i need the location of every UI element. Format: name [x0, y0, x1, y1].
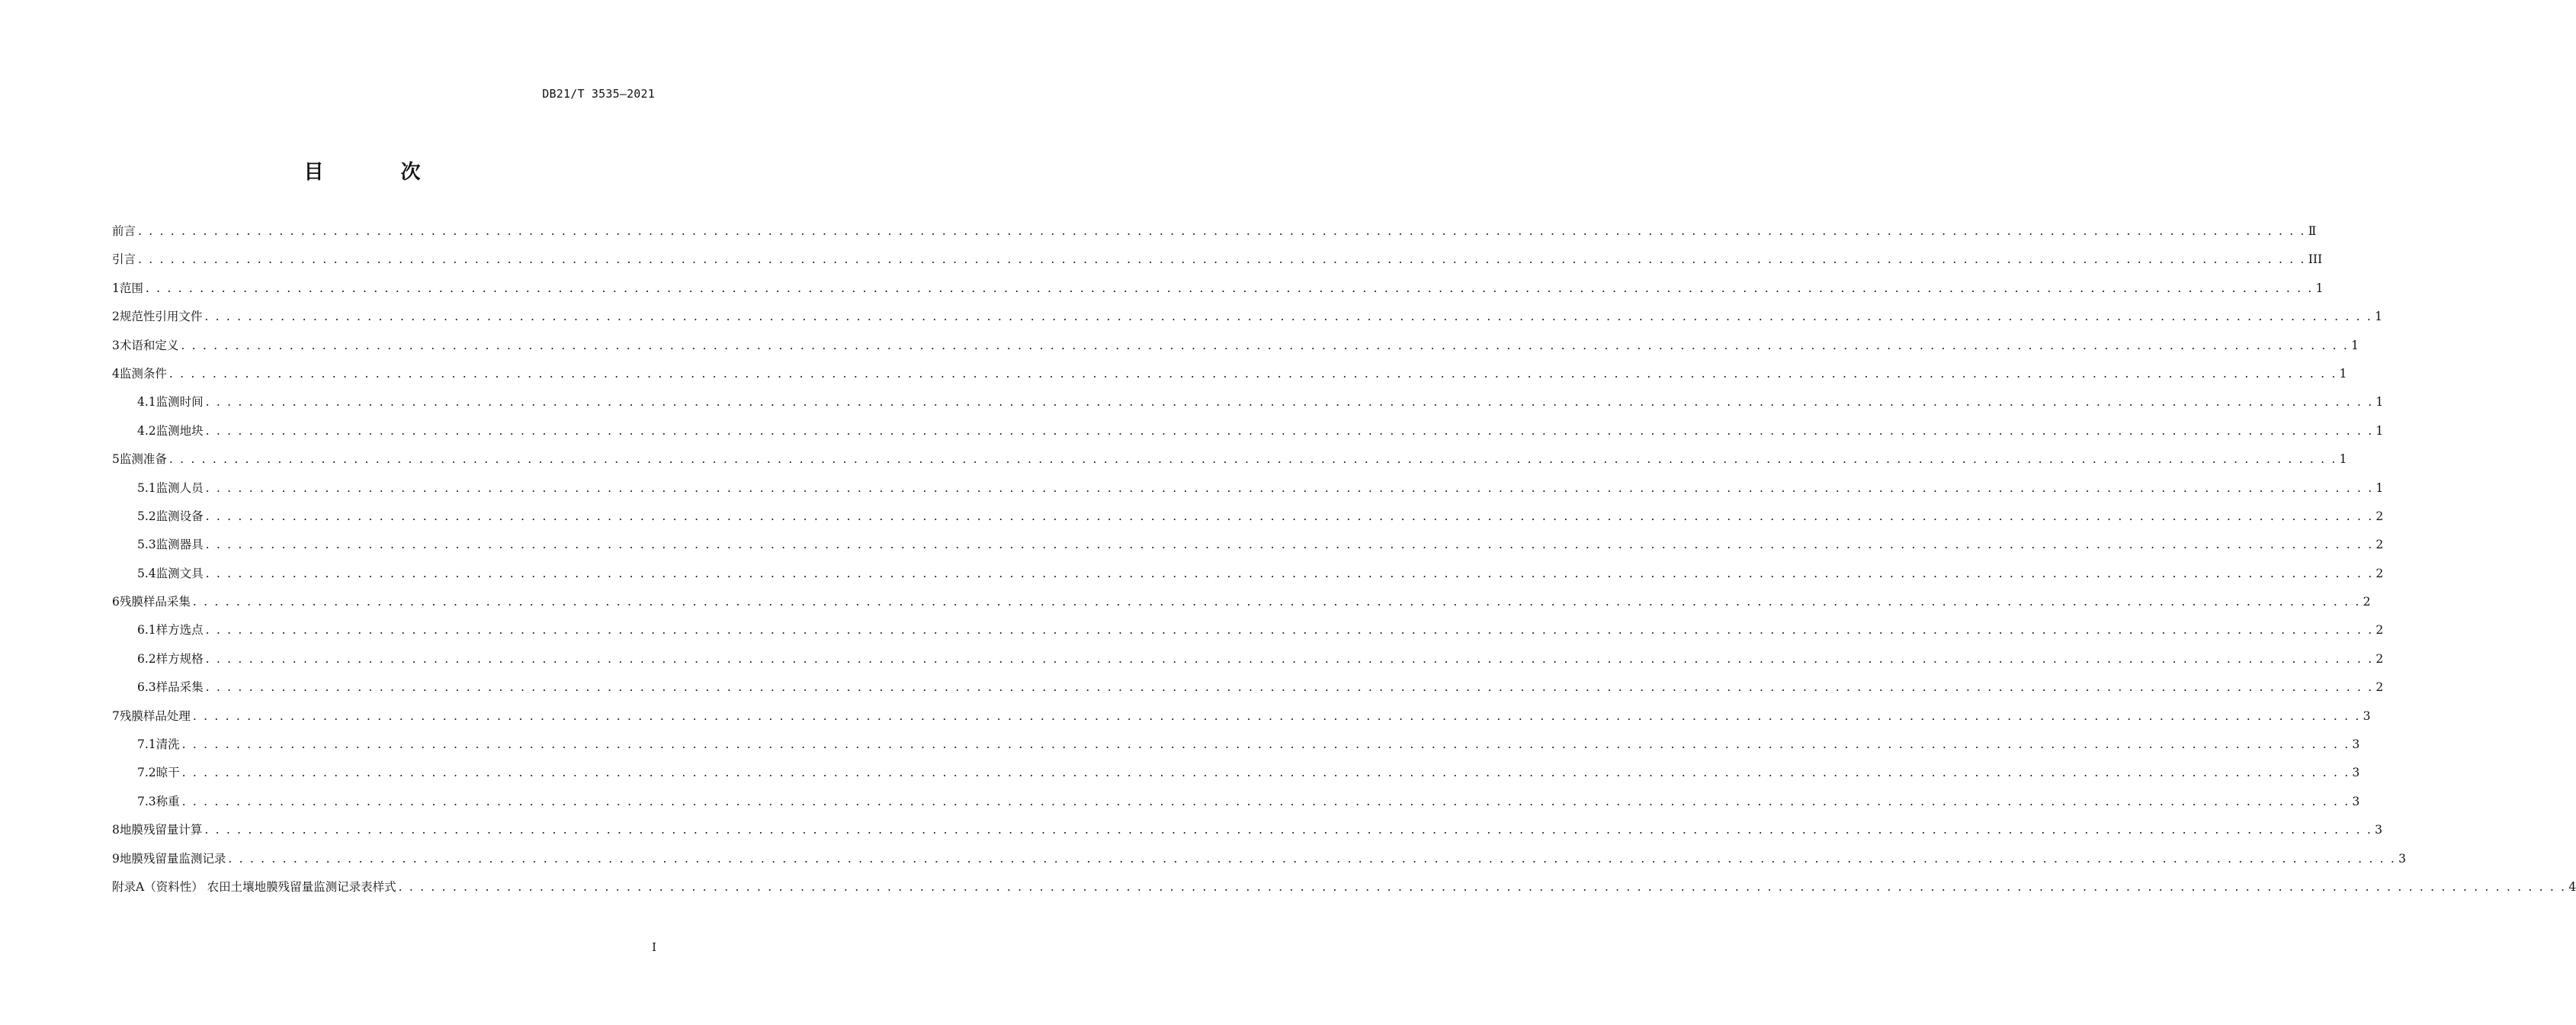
toc-entry-number: 7.1 [137, 737, 156, 752]
toc-entry-page: 2 [2376, 680, 2384, 695]
toc-entry-number: 4 [112, 366, 120, 381]
toc-entry-page: 2 [2376, 651, 2384, 666]
toc-dot-leader: . . . . . . . . . . . . . . . . . . . . . . . . . . . . . . . . . . . . . . . . . . . . . . . . . . . . . . . . . . . . . . . . . . . . . . . . . . . . . . . . . . . . . . . . . . . . . . . . . . . . . . . . . . . . . . . . . . . . . . . . . . . . . . . . . . . . . . . . . . . . . . . . . . . . . . . . . . . . . . . . . . . . . . . . . . . . . . . . . . . . . . . . . . . . . . . . . . . . . . . . [181, 794, 2350, 808]
toc-entry-page: 3 [2352, 794, 2360, 808]
toc-entry[interactable] [112, 645, 2384, 673]
toc-entry-number: 4.2 [137, 423, 156, 438]
toc-dot-leader: . . . . . . . . . . . . . . . . . . . . . . . . . . . . . . . . . . . . . . . . . . . . . . . . . . . . . . . . . . . . . . . . . . . . . . . . . . . . . . . . . . . . . . . . . . . . . . . . . . . . . . . . . . . . . . . . . . . . . . . . . . . . . . . . . . . . . . . . . . . . . . . . . . . . . . . . . . . . . . . . . . . . . . . . . . . . . . . . . . . . . . . . . . . . . . . . . . . . . . . . [168, 366, 2337, 381]
toc-dot-leader: . . . . . . . . . . . . . . . . . . . . . . . . . . . . . . . . . . . . . . . . . . . . . . . . . . . . . . . . . . . . . . . . . . . . . . . . . . . . . . . . . . . . . . . . . . . . . . . . . . . . . . . . . . . . . . . . . . . . . . . . . . . . . . . . . . . . . . . . . . . . . . . . . . . . . . . . . . . . . . . . . . . . . . . . . . . . . . . . . . . . . . . . . . . . . . . . . . . . . . . . [205, 395, 2374, 410]
toc-entry-label: 地膜残留量监测记录 [119, 851, 226, 866]
toc-entry-label: 监测条件 [119, 366, 167, 381]
toc-entry-page: 3 [2352, 737, 2360, 752]
toc-dot-leader: . . . . . . . . . . . . . . . . . . . . . . . . . . . . . . . . . . . . . . . . . . . . . . . . . . . . . . . . . . . . . . . . . . . . . . . . . . . . . . . . . . . . . . . . . . . . . . . . . . . . . . . . . . . . . . . . . . . . . . . . . . . . . . . . . . . . . . . . . . . . . . . . . . . . . . . . . . . . . . . . . . . . . . . . . . . . . . . . . . . . . . . . . . . . . . . . . . . . . . . . [192, 709, 2361, 723]
toc-entry[interactable] [112, 560, 2384, 588]
toc-dot-leader: . . . . . . . . . . . . . . . . . . . . . . . . . . . . . . . . . . . . . . . . . . . . . . . . . . . . . . . . . . . . . . . . . . . . . . . . . . . . . . . . . . . . . . . . . . . . . . . . . . . . . . . . . . . . . . . . . . . . . . . . . . . . . . . . . . . . . . . . . . . . . . . . . . . . . . . . . . . . . . . . . . . . . . . . . . . . . . . . . . . . . . . . . . . . . . . . . . . . . . . . [145, 281, 2314, 295]
toc-entry-label: 监测时间 [156, 395, 204, 410]
toc-entry-label: 监测人员 [156, 480, 204, 495]
toc-entry-page: 2 [2376, 623, 2384, 638]
toc-entry-number: 6.2 [137, 651, 156, 666]
toc-entry-label: 范围 [119, 281, 143, 295]
toc-entry-number: 7.2 [137, 766, 156, 780]
toc-dot-leader: . . . . . . . . . . . . . . . . . . . . . . . . . . . . . . . . . . . . . . . . . . . . . . . . . . . . . . . . . . . . . . . . . . . . . . . . . . . . . . . . . . . . . . . . . . . . . . . . . . . . . . . . . . . . . . . . . . . . . . . . . . . . . . . . . . . . . . . . . . . . . . . . . . . . . . . . . . . . . . . . . . . . . . . . . . . . . . . . . . . . . . . . . . . . . . . . . . . . . . . . [205, 480, 2374, 495]
toc-entry-label: 残膜样品处理 [119, 709, 191, 723]
toc-entry[interactable] [112, 702, 2371, 731]
toc-entry-label: 监测设备 [156, 509, 204, 523]
toc-entry[interactable] [112, 388, 2384, 416]
toc-entry-label: 清洗 [156, 737, 180, 752]
page-number: I [652, 940, 656, 954]
toc-entry-number: 6.3 [137, 680, 156, 695]
toc-dot-leader: . . . . . . . . . . . . . . . . . . . . . . . . . . . . . . . . . . . . . . . . . . . . . . . . . . . . . . . . . . . . . . . . . . . . . . . . . . . . . . . . . . . . . . . . . . . . . . . . . . . . . . . . . . . . . . . . . . . . . . . . . . . . . . . . . . . . . . . . . . . . . . . . . . . . . . . . . . . . . . . . . . . . . . . . . . . . . . . . . . . . . . . . . . . . . . . . . . . . . . . . [138, 252, 2306, 267]
toc-entry-page: 1 [2315, 281, 2324, 295]
toc-entry-label: 规范性引用文件 [119, 310, 203, 324]
toc-entry-page: 2 [2363, 595, 2371, 609]
toc-entry-number: 1 [112, 281, 120, 295]
toc-entry-page: 3 [2363, 709, 2371, 723]
toc-entry-page: 2 [2376, 566, 2384, 580]
toc-entry-number: 5.2 [137, 509, 156, 523]
toc-entry[interactable] [112, 332, 2359, 360]
toc-dot-leader: . . . . . . . . . . . . . . . . . . . . . . . . . . . . . . . . . . . . . . . . . . . . . . . . . . . . . . . . . . . . . . . . . . . . . . . . . . . . . . . . . . . . . . . . . . . . . . . . . . . . . . . . . . . . . . . . . . . . . . . . . . . . . . . . . . . . . . . . . . . . . . . . . . . . . . . . . . . . . . . . . . . . . . . . . . . . . . . . . . . . . . . . . . . . . . . . . . . . . . . . [204, 310, 2373, 324]
toc-entry-label: 样方规格 [156, 651, 204, 666]
toc-entry-number: 6.1 [137, 623, 156, 638]
toc-dot-leader: . . . . . . . . . . . . . . . . . . . . . . . . . . . . . . . . . . . . . . . . . . . . . . . . . . . . . . . . . . . . . . . . . . . . . . . . . . . . . . . . . . . . . . . . . . . . . . . . . . . . . . . . . . . . . . . . . . . . . . . . . . . . . . . . . . . . . . . . . . . . . . . . . . . . . . . . . . . . . . . . . . . . . . . . . . . . . . . . . . . . . . . . . . . . . . . . . . . . . . . . [181, 766, 2350, 780]
toc-entry-page: 2 [2376, 509, 2384, 523]
toc-entry-number: 5.3 [137, 538, 156, 552]
toc-dot-leader: . . . . . . . . . . . . . . . . . . . . . . . . . . . . . . . . . . . . . . . . . . . . . . . . . . . . . . . . . . . . . . . . . . . . . . . . . . . . . . . . . . . . . . . . . . . . . . . . . . . . . . . . . . . . . . . . . . . . . . . . . . . . . . . . . . . . . . . . . . . . . . . . . . . . . . . . . . . . . . . . . . . . . . . . . . . . . . . . . . . . . . . . . . . . . . . . . . . . . . . . [205, 651, 2374, 666]
toc-entry[interactable] [112, 360, 2347, 388]
toc-entry[interactable] [112, 673, 2384, 702]
toc-entry-page: 3 [2398, 851, 2406, 866]
toc-dot-leader: . . . . . . . . . . . . . . . . . . . . . . . . . . . . . . . . . . . . . . . . . . . . . . . . . . . . . . . . . . . . . . . . . . . . . . . . . . . . . . . . . . . . . . . . . . . . . . . . . . . . . . . . . . . . . . . . . . . . . . . . . . . . . . . . . . . . . . . . . . . . . . . . . . . . . . . . . . . . . . . . . . . . . . . . . . . . . . . . . . . . . . . . . . . . . . . . . . . . . . . . [181, 338, 2350, 352]
toc-entry-number: 7.3 [137, 794, 156, 808]
toc-entry[interactable] [112, 417, 2384, 445]
toc-dot-leader: . . . . . . . . . . . . . . . . . . . . . . . . . . . . . . . . . . . . . . . . . . . . . . . . . . . . . . . . . . . . . . . . . . . . . . . . . . . . . . . . . . . . . . . . . . . . . . . . . . . . . . . . . . . . . . . . . . . . . . . . . . . . . . . . . . . . . . . . . . . . . . . . . . . . . . . . . . . . . . . . . . . . . . . . . . . . . . . . . . . . . . . . . . . . . . . . . . . . . . . . [205, 538, 2374, 552]
toc-entry-page: 1 [2339, 366, 2347, 381]
toc-dot-leader: . . . . . . . . . . . . . . . . . . . . . . . . . . . . . . . . . . . . . . . . . . . . . . . . . . . . . . . . . . . . . . . . . . . . . . . . . . . . . . . . . . . . . . . . . . . . . . . . . . . . . . . . . . . . . . . . . . . . . . . . . . . . . . . . . . . . . . . . . . . . . . . . . . . . . . . . . . . . . . . . . . . . . . . . . . . . . . . . . . . . . . . . . . . . . . . . . . . . . . . . [205, 423, 2374, 438]
toc-entry[interactable] [112, 303, 2382, 331]
toc-entry-number: 5.1 [137, 480, 156, 495]
toc-entry-label: 样品采集 [156, 680, 204, 695]
toc-entry-page: 1 [2376, 395, 2384, 410]
toc-entry[interactable] [112, 845, 2406, 873]
toc-entry-label: 样方选点 [156, 623, 204, 638]
toc-entry-number: 9 [112, 851, 120, 866]
toc-entry-number: 5.4 [137, 566, 156, 580]
toc-entry-label: 残膜样品采集 [119, 595, 191, 609]
toc-entry-page: Ⅱ [2308, 223, 2317, 238]
toc-entry[interactable] [112, 759, 2360, 787]
toc-dot-leader: . . . . . . . . . . . . . . . . . . . . . . . . . . . . . . . . . . . . . . . . . . . . . . . . . . . . . . . . . . . . . . . . . . . . . . . . . . . . . . . . . . . . . . . . . . . . . . . . . . . . . . . . . . . . . . . . . . . . . . . . . . . . . . . . . . . . . . . . . . . . . . . . . . . . . . . . . . . . . . . . . . . . . . . . . . . . . . . . . . . . . . . . . . . . . . . . . . . . . . . . [138, 223, 2306, 238]
toc-entry-page: 3 [2375, 823, 2382, 837]
toc-entry-label: 附录A（资料性） 农田土壤地膜残留量监测记录表样式 [112, 879, 396, 894]
toc-dot-leader: . . . . . . . . . . . . . . . . . . . . . . . . . . . . . . . . . . . . . . . . . . . . . . . . . . . . . . . . . . . . . . . . . . . . . . . . . . . . . . . . . . . . . . . . . . . . . . . . . . . . . . . . . . . . . . . . . . . . . . . . . . . . . . . . . . . . . . . . . . . . . . . . . . . . . . . . . . . . . . . . . . . . . . . . . . . . . . . . . . . . . . . . . . . . . . . . . . . . . . . . [205, 623, 2374, 638]
toc-entry-label: 地膜残留量计算 [119, 823, 203, 837]
toc-entry-label: 前言 [112, 223, 136, 238]
toc-entry-number: 8 [112, 823, 120, 837]
toc-entry-page: 1 [2376, 480, 2384, 495]
toc-entry-number: 3 [112, 338, 120, 352]
toc-entry-label: 监测地块 [156, 423, 204, 438]
toc-entry-number: 5 [112, 452, 120, 467]
toc-dot-leader: . . . . . . . . . . . . . . . . . . . . . . . . . . . . . . . . . . . . . . . . . . . . . . . . . . . . . . . . . . . . . . . . . . . . . . . . . . . . . . . . . . . . . . . . . . . . . . . . . . . . . . . . . . . . . . . . . . . . . . . . . . . . . . . . . . . . . . . . . . . . . . . . . . . . . . . . . . . . . . . . . . . . . . . . . . . . . . . . . . . . . . . . . . . . . . . . . . . . . . . . [205, 680, 2374, 695]
toc-entry-page: 2 [2376, 538, 2384, 552]
toc-entry[interactable] [112, 474, 2384, 503]
toc-entry[interactable] [112, 531, 2384, 559]
toc-entry[interactable] [112, 616, 2384, 644]
toc-list [112, 217, 2576, 901]
toc-entry-page: III [2308, 252, 2323, 267]
toc-dot-leader: . . . . . . . . . . . . . . . . . . . . . . . . . . . . . . . . . . . . . . . . . . . . . . . . . . . . . . . . . . . . . . . . . . . . . . . . . . . . . . . . . . . . . . . . . . . . . . . . . . . . . . . . . . . . . . . . . . . . . . . . . . . . . . . . . . . . . . . . . . . . . . . . . . . . . . . . . . . . . . . . . . . . . . . . . . . . . . . . . . . . . . . . . . . . . . . . . . . . . . . . [205, 509, 2374, 523]
toc-entry-page: 3 [2352, 766, 2360, 780]
toc-entry-label: 监测器具 [156, 538, 204, 552]
toc-entry-page: 1 [2376, 423, 2384, 438]
toc-entry[interactable] [112, 731, 2360, 759]
toc-dot-leader: . . . . . . . . . . . . . . . . . . . . . . . . . . . . . . . . . . . . . . . . . . . . . . . . . . . . . . . . . . . . . . . . . . . . . . . . . . . . . . . . . . . . . . . . . . . . . . . . . . . . . . . . . . . . . . . . . . . . . . . . . . . . . . . . . . . . . . . . . . . . . . . . . . . . . . . . . . . . . . . . . . . . . . . . . . . . . . . . . . . . . . . . . . . . . . . . . . . . . . . . [192, 595, 2361, 609]
toc-entry[interactable] [112, 503, 2384, 531]
toc-entry-number: 4.1 [137, 395, 156, 410]
toc-entry[interactable] [112, 445, 2347, 474]
toc-entry[interactable] [112, 275, 2324, 303]
toc-dot-leader: . . . . . . . . . . . . . . . . . . . . . . . . . . . . . . . . . . . . . . . . . . . . . . . . . . . . . . . . . . . . . . . . . . . . . . . . . . . . . . . . . . . . . . . . . . . . . . . . . . . . . . . . . . . . . . . . . . . . . . . . . . . . . . . . . . . . . . . . . . . . . . . . . . . . . . . . . . . . . . . . . . . . . . . . . . . . . . . . . . . . . . . . . . . . . . . . . . . . . . . . [204, 823, 2373, 837]
toc-entry-number: 2 [112, 310, 120, 324]
toc-dot-leader: . . . . . . . . . . . . . . . . . . . . . . . . . . . . . . . . . . . . . . . . . . . . . . . . . . . . . . . . . . . . . . . . . . . . . . . . . . . . . . . . . . . . . . . . . . . . . . . . . . . . . . . . . . . . . . . . . . . . . . . . . . . . . . . . . . . . . . . . . . . . . . . . . . . . . . . . . . . . . . . . . . . . . . . . . . . . . . . . . . . . . . . . . . . . . . . . . . . . . . . . [181, 737, 2350, 752]
toc-entry-label: 监测文具 [156, 566, 204, 580]
toc-entry-number: 6 [112, 595, 120, 609]
toc-entry-number: 7 [112, 709, 120, 723]
toc-entry[interactable] [112, 873, 2576, 901]
toc-entry-label: 术语和定义 [119, 338, 179, 352]
toc-dot-leader: . . . . . . . . . . . . . . . . . . . . . . . . . . . . . . . . . . . . . . . . . . . . . . . . . . . . . . . . . . . . . . . . . . . . . . . . . . . . . . . . . . . . . . . . . . . . . . . . . . . . . . . . . . . . . . . . . . . . . . . . . . . . . . . . . . . . . . . . . . . . . . . . . . . . . . . . . . . . . . . . . . . . . . . . . . . . . . . . . . . . . . . . . . . . . . . . . . . . . . . . [168, 452, 2337, 467]
toc-entry[interactable] [112, 246, 2323, 274]
toc-entry-page: 1 [2351, 338, 2359, 352]
toc-entry-label: 称重 [156, 794, 180, 808]
toc-entry-page: 1 [2375, 310, 2382, 324]
toc-entry-label: 监测准备 [119, 452, 167, 467]
doc-code: DB21/T 3535—2021 [542, 87, 655, 101]
toc-entry[interactable] [112, 588, 2371, 616]
toc-title: 目 次 [303, 161, 456, 184]
toc-dot-leader: . . . . . . . . . . . . . . . . . . . . . . . . . . . . . . . . . . . . . . . . . . . . . . . . . . . . . . . . . . . . . . . . . . . . . . . . . . . . . . . . . . . . . . . . . . . . . . . . . . . . . . . . . . . . . . . . . . . . . . . . . . . . . . . . . . . . . . . . . . . . . . . . . . . . . . . . . . . . . . . . . . . . . . . . . . . . . . . . . . . . . . . . . . . . . . . . . . . . . . . . [205, 566, 2374, 580]
toc-entry-label: 引言 [112, 252, 136, 267]
toc-entry-page: 1 [2339, 452, 2347, 467]
toc-dot-leader: . . . . . . . . . . . . . . . . . . . . . . . . . . . . . . . . . . . . . . . . . . . . . . . . . . . . . . . . . . . . . . . . . . . . . . . . . . . . . . . . . . . . . . . . . . . . . . . . . . . . . . . . . . . . . . . . . . . . . . . . . . . . . . . . . . . . . . . . . . . . . . . . . . . . . . . . . . . . . . . . . . . . . . . . . . . . . . . . . . . . . . . . . . . . . . . . . . . . . . . . [228, 851, 2397, 866]
toc-entry[interactable] [112, 217, 2317, 246]
toc-entry-page: 4 [2568, 879, 2576, 894]
toc-entry-label: 晾干 [156, 766, 180, 780]
toc-dot-leader: . . . . . . . . . . . . . . . . . . . . . . . . . . . . . . . . . . . . . . . . . . . . . . . . . . . . . . . . . . . . . . . . . . . . . . . . . . . . . . . . . . . . . . . . . . . . . . . . . . . . . . . . . . . . . . . . . . . . . . . . . . . . . . . . . . . . . . . . . . . . . . . . . . . . . . . . . . . . . . . . . . . . . . . . . . . . . . . . . . . . . . . . . . . . . . . . . . . . . . . . [398, 879, 2567, 894]
toc-entry[interactable] [112, 788, 2360, 816]
toc-entry[interactable] [112, 816, 2382, 844]
